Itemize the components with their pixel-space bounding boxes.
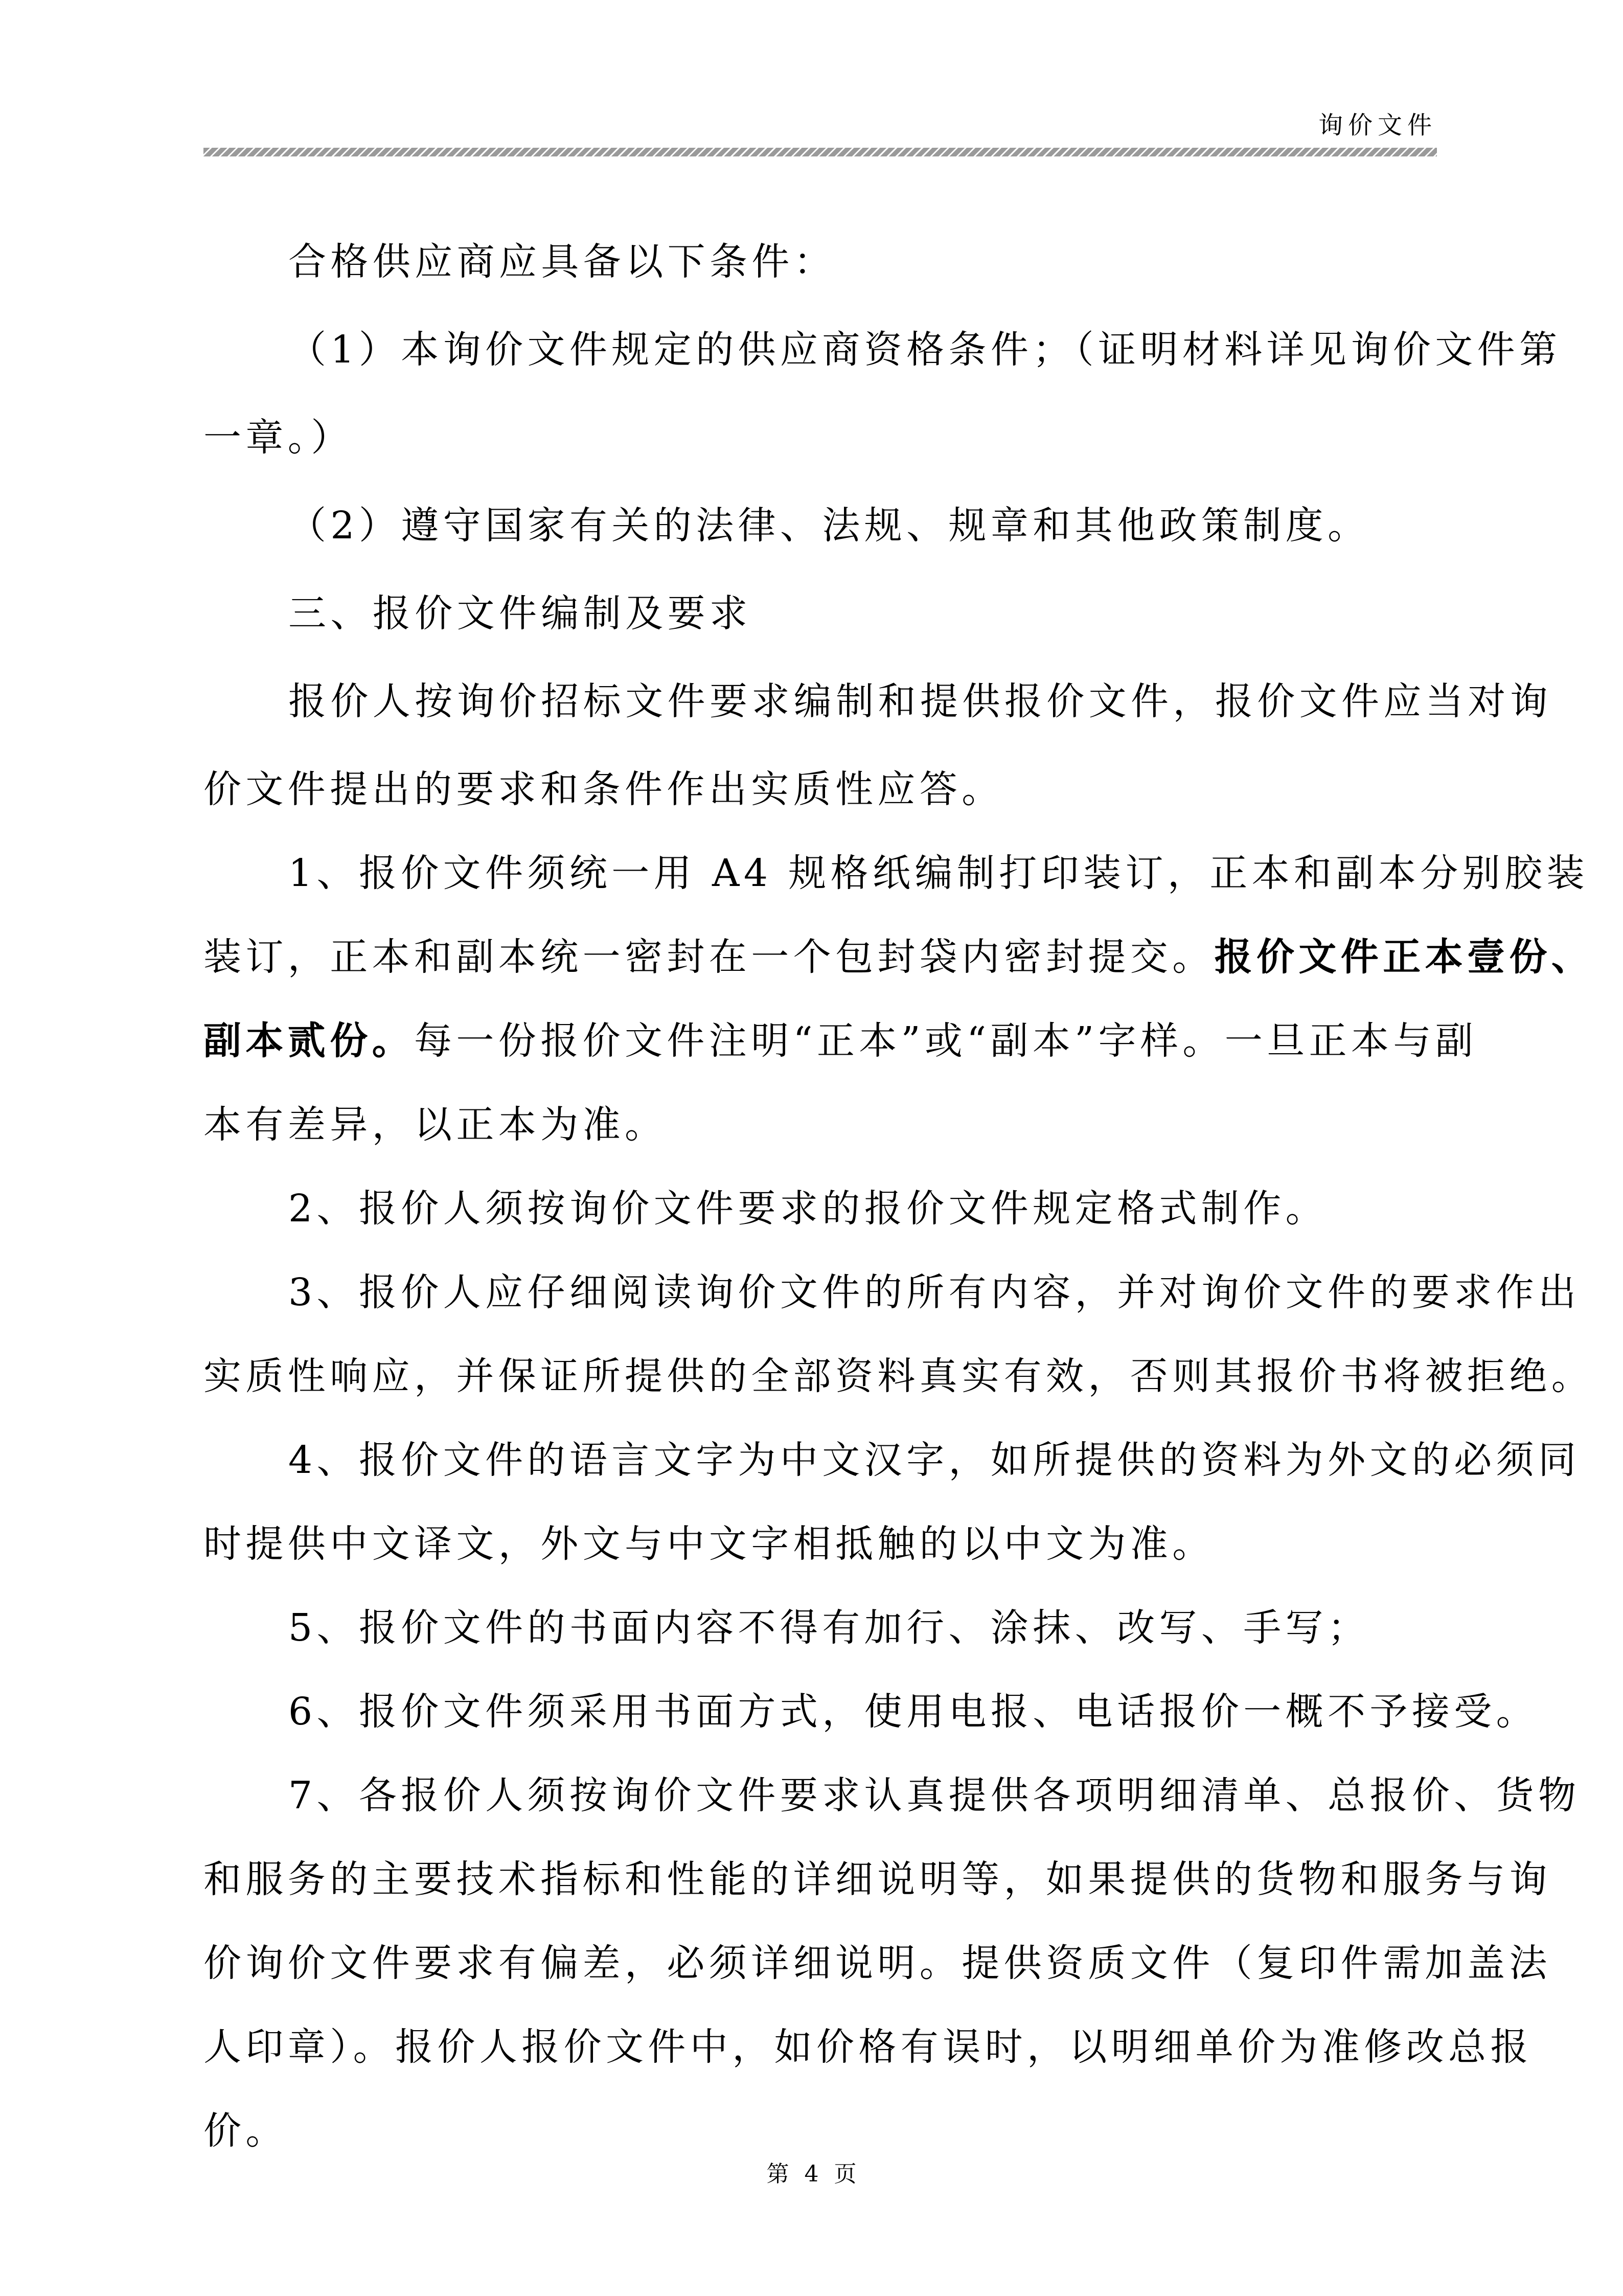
footer-suffix: 页 — [834, 2161, 857, 2187]
body-line — [203, 1178, 1437, 1239]
header-hatched-rule — [203, 148, 1437, 156]
body-line — [203, 583, 1437, 644]
body-line — [203, 1681, 1539, 1742]
text-segment: 3、报价人应仔细阅读询价文件的所有内容，并对询价文件的要求作出 — [288, 1270, 1581, 1314]
footer-prefix: 第 — [766, 2161, 789, 2187]
text-segment: 2、报价人须按询价文件要求的报价文件规定格式制作。 — [288, 1187, 1328, 1231]
text-segment: 报价人按询价招标文件要求编制和提供报价文件，报价文件应当对询 — [288, 679, 1552, 723]
page-number: 4 — [804, 2161, 819, 2187]
text-segment: （1）本询价文件规定的供应商资格条件；（证明材料详见询价文件第 — [288, 328, 1562, 372]
text-segment: 三、报价文件编制及要求 — [288, 592, 752, 635]
body-line — [203, 671, 1552, 732]
body-line — [203, 1429, 1581, 1491]
body-line — [203, 2016, 1533, 2078]
text-segment: 价。 — [203, 2109, 288, 2153]
text-segment: 时提供中文译文，外文与中文字相抵触的以中文为准。 — [203, 1522, 1215, 1566]
text-segment: 实质性响应，并保证所提供的全部资料真实有效，否则其报价书将被拒绝。 — [203, 1354, 1594, 1398]
page-footer — [0, 2160, 1623, 2189]
text-segment: 价询价文件要求有偏差，必须详细说明。提供资质文件（复印件需加盖法 — [203, 1941, 1551, 1985]
body-line — [203, 1010, 1478, 1072]
text-segment: 装订，正本和副本统一密封在一个包封袋内密封提交。 — [203, 935, 1215, 979]
body-line — [203, 407, 1437, 468]
body-line — [203, 1765, 1581, 1826]
text-segment: 每一份报价文件注明“正本”或“副本”字样。一旦正本与副 — [414, 1019, 1478, 1063]
body-line — [203, 1094, 1437, 1155]
bold-text-segment: 报价文件正本壹份、 — [1214, 935, 1594, 979]
text-segment: 1、报价文件须统一用 A4 规格纸编制打印装订，正本和副本分别胶装 — [288, 851, 1589, 895]
body-line — [203, 1597, 1437, 1658]
text-segment: （2）遵守国家有关的法律、法规、规章和其他政策制度。 — [288, 504, 1370, 548]
body-line — [203, 231, 1437, 292]
text-segment: 本有差异，以正本为准。 — [203, 1103, 667, 1147]
body-line — [203, 1346, 1594, 1407]
text-segment: 合格供应商应具备以下条件： — [288, 240, 836, 284]
bold-text-segment: 副本贰份。 — [203, 1019, 414, 1063]
text-segment: 人印章）。报价人报价文件中，如价格有误时，以明细单价为准修改总报 — [203, 2025, 1533, 2069]
body-line — [203, 495, 1437, 556]
text-segment: 5、报价文件的书面内容不得有加行、涂抹、改写、手写； — [288, 1606, 1370, 1650]
body-line — [203, 319, 1562, 380]
text-segment: 和服务的主要技术指标和性能的详细说明等，如果提供的货物和服务与询 — [203, 1857, 1551, 1901]
body-line — [203, 759, 1437, 820]
text-segment: 7、各报价人须按询价文件要求认真提供各项明细清单、总报价、货物 — [288, 1774, 1581, 1817]
text-segment: 6、报价文件须采用书面方式，使用电报、电话报价一概不予接受。 — [288, 1690, 1539, 1734]
body-line — [203, 1933, 1551, 1994]
text-segment: 价文件提出的要求和条件作出实质性应答。 — [203, 767, 1004, 811]
header-title: 询价文件 — [1318, 111, 1437, 140]
body-line — [203, 1262, 1581, 1323]
body-line — [203, 1849, 1551, 1910]
body-line — [203, 2100, 1437, 2162]
text-segment: 一章。） — [203, 416, 353, 460]
text-segment: 4、报价文件的语言文字为中文汉字，如所提供的资料为外文的必须同 — [288, 1438, 1581, 1482]
body-line — [203, 926, 1594, 988]
body-line — [203, 1513, 1437, 1575]
body-line — [203, 843, 1589, 904]
